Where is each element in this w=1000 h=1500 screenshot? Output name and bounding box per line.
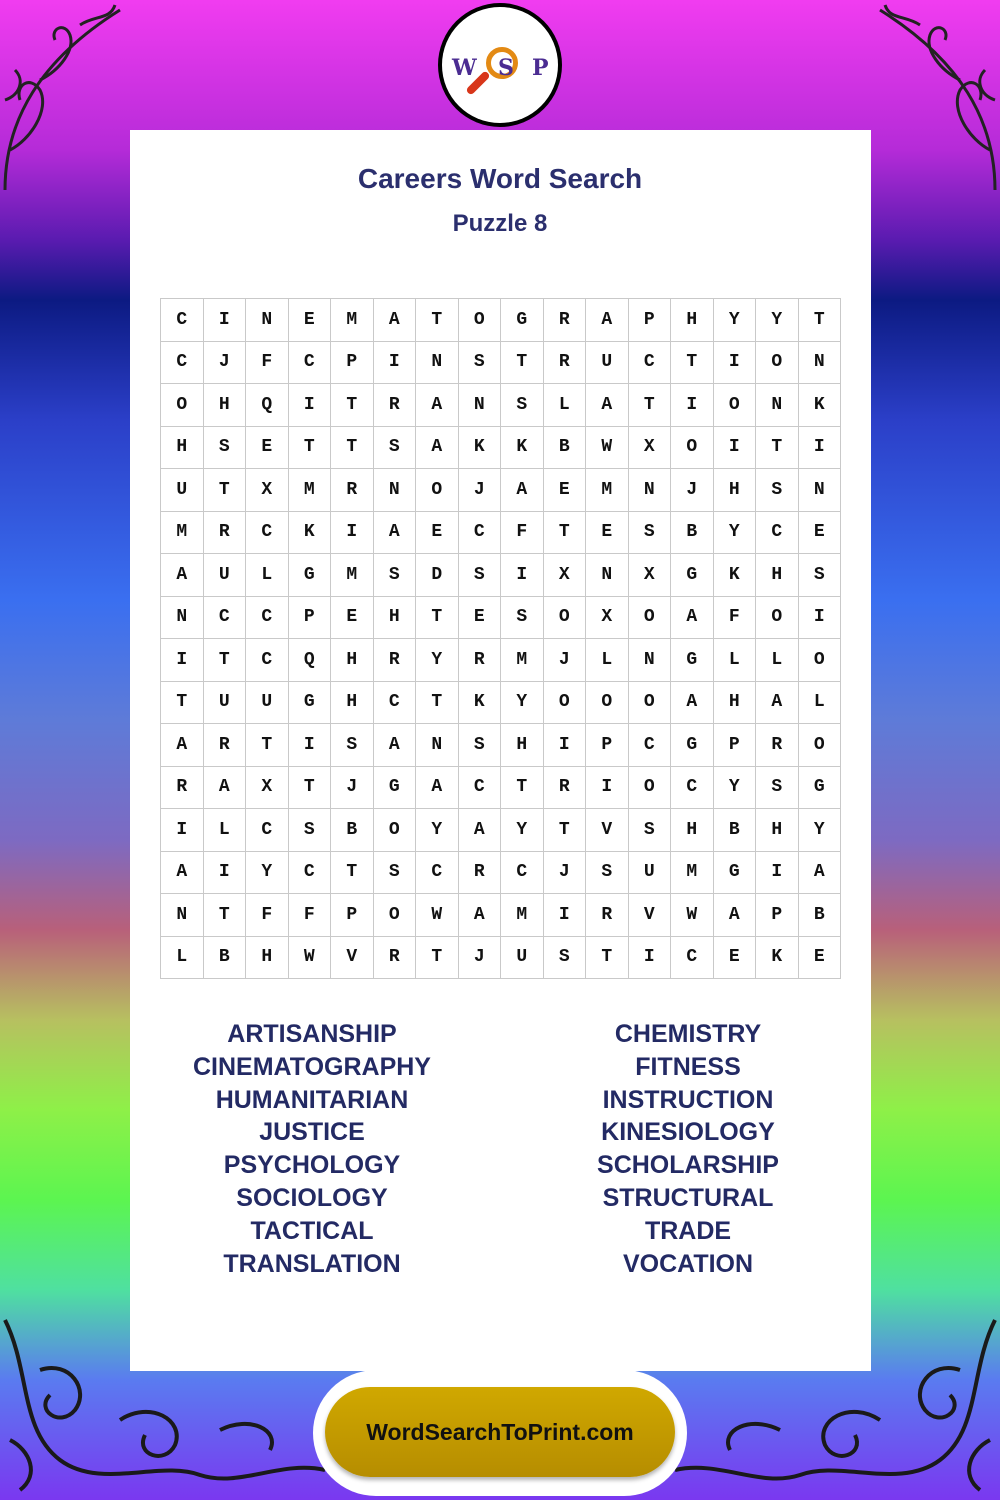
grid-cell: H <box>331 639 374 682</box>
letter-grid <box>160 298 841 979</box>
grid-cell: K <box>459 682 502 725</box>
grid-cell: A <box>416 384 459 427</box>
grid-cell: L <box>161 937 204 980</box>
grid-cell: C <box>756 512 799 555</box>
grid-cell: E <box>289 299 332 342</box>
grid-cell: I <box>544 894 587 937</box>
grid-cell: I <box>161 639 204 682</box>
grid-cell: G <box>671 639 714 682</box>
grid-cell: A <box>586 384 629 427</box>
grid-cell: F <box>289 894 332 937</box>
grid-cell: N <box>161 894 204 937</box>
grid-cell: J <box>544 852 587 895</box>
grid-cell: C <box>459 512 502 555</box>
grid-cell: V <box>629 894 672 937</box>
grid-cell: M <box>586 469 629 512</box>
grid-cell: A <box>374 299 417 342</box>
grid-cell: X <box>246 767 289 810</box>
grid-cell: Y <box>416 639 459 682</box>
grid-cell: T <box>331 384 374 427</box>
grid-cell: M <box>331 299 374 342</box>
grid-cell: S <box>756 469 799 512</box>
logo-letter-w: W <box>452 55 477 81</box>
word-list-item: HUMANITARIAN <box>215 1085 409 1114</box>
grid-cell: M <box>501 639 544 682</box>
grid-cell: G <box>799 767 842 810</box>
word-list-item: TACTICAL <box>250 1216 374 1245</box>
grid-cell: O <box>629 597 672 640</box>
grid-cell: A <box>459 894 502 937</box>
grid-cell: T <box>629 384 672 427</box>
grid-cell: R <box>374 937 417 980</box>
grid-cell: T <box>289 767 332 810</box>
grid-cell: Y <box>501 682 544 725</box>
grid-cell: T <box>501 342 544 385</box>
grid-cell: C <box>671 767 714 810</box>
grid-cell: I <box>544 724 587 767</box>
grid-cell: L <box>756 639 799 682</box>
word-list-item: JUSTICE <box>259 1118 365 1147</box>
grid-cell: T <box>501 767 544 810</box>
grid-cell: P <box>756 894 799 937</box>
grid-cell: E <box>544 469 587 512</box>
grid-cell: L <box>799 682 842 725</box>
grid-cell: W <box>586 427 629 470</box>
grid-cell: J <box>204 342 247 385</box>
grid-cell: A <box>459 809 502 852</box>
grid-cell: O <box>629 767 672 810</box>
grid-cell: T <box>331 852 374 895</box>
grid-cell: C <box>629 724 672 767</box>
word-list-item: CHEMISTRY <box>614 1020 762 1048</box>
grid-cell: H <box>756 809 799 852</box>
grid-cell: H <box>756 554 799 597</box>
grid-cell: X <box>629 427 672 470</box>
grid-cell: T <box>416 937 459 980</box>
grid-cell: M <box>671 852 714 895</box>
grid-cell: E <box>799 512 842 555</box>
grid-cell: G <box>289 554 332 597</box>
grid-cell: O <box>629 682 672 725</box>
grid-cell: R <box>204 724 247 767</box>
grid-cell: N <box>799 342 842 385</box>
grid-cell: T <box>544 512 587 555</box>
grid-cell: X <box>586 597 629 640</box>
grid-cell: I <box>629 937 672 980</box>
grid-cell: K <box>459 427 502 470</box>
grid-cell: T <box>161 682 204 725</box>
grid-cell: T <box>204 639 247 682</box>
grid-cell: Q <box>289 639 332 682</box>
grid-cell: H <box>161 427 204 470</box>
grid-cell: U <box>204 682 247 725</box>
grid-cell: I <box>374 342 417 385</box>
grid-cell: O <box>671 427 714 470</box>
grid-cell: P <box>331 342 374 385</box>
grid-cell: L <box>544 384 587 427</box>
grid-cell: Y <box>799 809 842 852</box>
grid-cell: S <box>629 809 672 852</box>
grid-cell: E <box>459 597 502 640</box>
grid-cell: X <box>629 554 672 597</box>
grid-cell: K <box>756 937 799 980</box>
grid-cell: G <box>501 299 544 342</box>
grid-cell: B <box>204 937 247 980</box>
grid-cell: S <box>459 342 502 385</box>
grid-cell: U <box>501 937 544 980</box>
grid-cell: O <box>374 894 417 937</box>
word-list-item: VOCATION <box>622 1249 754 1278</box>
grid-cell: C <box>246 809 289 852</box>
grid-cell: C <box>501 852 544 895</box>
grid-cell: N <box>756 384 799 427</box>
grid-cell: T <box>289 427 332 470</box>
grid-cell: I <box>671 384 714 427</box>
word-list-item: SOCIOLOGY <box>236 1183 388 1212</box>
word-list-item: SCHOLARSHIP <box>597 1151 779 1180</box>
grid-cell: E <box>586 512 629 555</box>
grid-cell: K <box>289 512 332 555</box>
grid-cell: N <box>161 597 204 640</box>
grid-cell: O <box>374 809 417 852</box>
grid-cell: I <box>289 384 332 427</box>
word-list-right <box>508 1018 868 1280</box>
grid-cell: O <box>756 342 799 385</box>
grid-cell: M <box>161 512 204 555</box>
site-link[interactable]: WordSearchToPrint.com <box>325 1387 675 1477</box>
grid-cell: C <box>671 937 714 980</box>
grid-cell: R <box>586 894 629 937</box>
grid-cell: U <box>204 554 247 597</box>
grid-cell: T <box>671 342 714 385</box>
grid-cell: S <box>501 384 544 427</box>
grid-cell: I <box>586 767 629 810</box>
grid-cell: R <box>544 342 587 385</box>
grid-cell: A <box>586 299 629 342</box>
grid-cell: U <box>586 342 629 385</box>
grid-cell: T <box>331 427 374 470</box>
logo-letter-s: S <box>498 55 514 81</box>
grid-cell: W <box>416 894 459 937</box>
grid-cell: N <box>629 639 672 682</box>
grid-cell: H <box>501 724 544 767</box>
grid-cell: A <box>161 724 204 767</box>
grid-cell: B <box>714 809 757 852</box>
grid-cell: O <box>161 384 204 427</box>
grid-cell: B <box>544 427 587 470</box>
grid-cell: L <box>204 809 247 852</box>
grid-cell: P <box>331 894 374 937</box>
grid-cell: S <box>586 852 629 895</box>
grid-cell: H <box>714 682 757 725</box>
grid-cell: H <box>374 597 417 640</box>
grid-cell: I <box>756 852 799 895</box>
grid-cell: U <box>246 682 289 725</box>
word-list-item: PSYCHOLOGY <box>223 1151 401 1180</box>
grid-cell: H <box>671 809 714 852</box>
grid-cell: H <box>671 299 714 342</box>
grid-cell: S <box>629 512 672 555</box>
grid-cell: J <box>331 767 374 810</box>
grid-cell: R <box>374 639 417 682</box>
grid-cell: I <box>501 554 544 597</box>
grid-cell: A <box>501 469 544 512</box>
word-list-item: CINEMATOGRAPHY <box>193 1052 431 1081</box>
grid-cell: A <box>799 852 842 895</box>
grid-cell: E <box>799 937 842 980</box>
grid-cell: A <box>714 894 757 937</box>
grid-cell: M <box>501 894 544 937</box>
grid-cell: T <box>799 299 842 342</box>
grid-cell: S <box>799 554 842 597</box>
grid-cell: I <box>204 852 247 895</box>
grid-cell: C <box>246 597 289 640</box>
grid-cell: K <box>799 384 842 427</box>
grid-cell: C <box>161 299 204 342</box>
grid-cell: A <box>671 682 714 725</box>
grid-cell: P <box>289 597 332 640</box>
grid-cell: O <box>756 597 799 640</box>
grid-cell: A <box>161 554 204 597</box>
grid-cell: N <box>246 299 289 342</box>
grid-cell: T <box>416 299 459 342</box>
grid-cell: G <box>671 554 714 597</box>
grid-cell: F <box>246 894 289 937</box>
grid-cell: O <box>416 469 459 512</box>
grid-cell: B <box>799 894 842 937</box>
word-list-item: TRADE <box>644 1216 732 1245</box>
grid-cell: C <box>246 639 289 682</box>
grid-cell: C <box>204 597 247 640</box>
grid-cell: Y <box>714 299 757 342</box>
grid-cell: P <box>629 299 672 342</box>
grid-cell: G <box>289 682 332 725</box>
grid-cell: B <box>331 809 374 852</box>
grid-cell: A <box>161 852 204 895</box>
grid-cell: S <box>374 554 417 597</box>
grid-cell: A <box>374 724 417 767</box>
grid-cell: R <box>756 724 799 767</box>
grid-cell: I <box>161 809 204 852</box>
grid-cell: M <box>331 554 374 597</box>
grid-cell: S <box>289 809 332 852</box>
grid-cell: C <box>374 682 417 725</box>
grid-cell: R <box>161 767 204 810</box>
grid-cell: O <box>799 724 842 767</box>
grid-cell: G <box>671 724 714 767</box>
grid-cell: Y <box>756 299 799 342</box>
grid-cell: A <box>756 682 799 725</box>
grid-cell: S <box>544 937 587 980</box>
grid-cell: U <box>161 469 204 512</box>
grid-cell: N <box>799 469 842 512</box>
grid-cell: A <box>374 512 417 555</box>
word-list-item: FITNESS <box>635 1052 741 1081</box>
grid-cell: O <box>586 682 629 725</box>
grid-cell: Y <box>501 809 544 852</box>
grid-cell: S <box>756 767 799 810</box>
grid-cell: S <box>374 852 417 895</box>
grid-cell: C <box>629 342 672 385</box>
grid-cell: H <box>331 682 374 725</box>
grid-cell: N <box>586 554 629 597</box>
page-title: Careers Word Search <box>357 163 643 194</box>
grid-cell: L <box>714 639 757 682</box>
grid-cell: S <box>204 427 247 470</box>
grid-cell: N <box>374 469 417 512</box>
grid-cell: R <box>459 639 502 682</box>
grid-cell: T <box>586 937 629 980</box>
grid-cell: N <box>459 384 502 427</box>
grid-cell: T <box>246 724 289 767</box>
grid-cell: Y <box>714 767 757 810</box>
grid-cell: C <box>289 852 332 895</box>
grid-cell: I <box>289 724 332 767</box>
grid-cell: Q <box>246 384 289 427</box>
grid-cell: L <box>586 639 629 682</box>
grid-cell: O <box>544 597 587 640</box>
grid-cell: H <box>714 469 757 512</box>
grid-cell: U <box>629 852 672 895</box>
grid-cell: P <box>714 724 757 767</box>
grid-cell: V <box>331 937 374 980</box>
grid-cell: K <box>501 427 544 470</box>
grid-cell: L <box>246 554 289 597</box>
grid-cell: T <box>756 427 799 470</box>
grid-cell: O <box>714 384 757 427</box>
grid-cell: G <box>374 767 417 810</box>
grid-cell: S <box>331 724 374 767</box>
grid-cell: R <box>544 299 587 342</box>
grid-cell: G <box>714 852 757 895</box>
grid-cell: N <box>416 724 459 767</box>
grid-cell: K <box>714 554 757 597</box>
grid-cell: C <box>459 767 502 810</box>
grid-cell: I <box>799 597 842 640</box>
grid-cell: J <box>459 469 502 512</box>
grid-cell: W <box>671 894 714 937</box>
grid-cell: M <box>289 469 332 512</box>
grid-cell: F <box>246 342 289 385</box>
grid-cell: C <box>246 512 289 555</box>
grid-cell: V <box>586 809 629 852</box>
grid-cell: E <box>714 937 757 980</box>
grid-cell: I <box>714 342 757 385</box>
grid-cell: T <box>204 469 247 512</box>
grid-cell: S <box>501 597 544 640</box>
grid-cell: O <box>799 639 842 682</box>
word-list-item: STRUCTURAL <box>602 1183 774 1212</box>
grid-cell: J <box>459 937 502 980</box>
grid-cell: N <box>416 342 459 385</box>
grid-cell: J <box>671 469 714 512</box>
grid-cell: W <box>289 937 332 980</box>
grid-cell: N <box>629 469 672 512</box>
grid-cell: O <box>544 682 587 725</box>
grid-cell: D <box>416 554 459 597</box>
grid-cell: R <box>374 384 417 427</box>
grid-cell: R <box>544 767 587 810</box>
word-list-item: TRANSLATION <box>223 1249 401 1278</box>
grid-cell: J <box>544 639 587 682</box>
word-list-left <box>132 1018 492 1280</box>
grid-cell: E <box>246 427 289 470</box>
grid-cell: S <box>459 724 502 767</box>
grid-cell: T <box>416 597 459 640</box>
grid-cell: T <box>204 894 247 937</box>
grid-cell: R <box>204 512 247 555</box>
puzzle-subtitle: Puzzle 8 <box>452 210 548 237</box>
grid-cell: I <box>331 512 374 555</box>
grid-cell: F <box>501 512 544 555</box>
grid-cell: C <box>416 852 459 895</box>
grid-cell: Y <box>714 512 757 555</box>
grid-cell: A <box>416 427 459 470</box>
logo-letter-p: P <box>532 55 549 81</box>
grid-cell: I <box>799 427 842 470</box>
grid-cell: T <box>416 682 459 725</box>
word-list-item: INSTRUCTION <box>602 1085 774 1114</box>
grid-cell: I <box>204 299 247 342</box>
grid-cell: Y <box>246 852 289 895</box>
grid-cell: X <box>544 554 587 597</box>
grid-cell: A <box>204 767 247 810</box>
grid-cell: E <box>416 512 459 555</box>
grid-cell: S <box>374 427 417 470</box>
grid-cell: O <box>459 299 502 342</box>
grid-cell: A <box>671 597 714 640</box>
grid-cell: P <box>586 724 629 767</box>
word-list-item: KINESIOLOGY <box>601 1118 775 1147</box>
word-list-item: ARTISANSHIP <box>227 1020 397 1048</box>
grid-cell: I <box>714 427 757 470</box>
grid-cell: E <box>331 597 374 640</box>
grid-cell: C <box>161 342 204 385</box>
grid-cell: C <box>289 342 332 385</box>
grid-cell: A <box>416 767 459 810</box>
site-logo <box>438 3 562 127</box>
grid-cell: B <box>671 512 714 555</box>
grid-cell: R <box>331 469 374 512</box>
grid-cell: T <box>544 809 587 852</box>
grid-cell: H <box>204 384 247 427</box>
grid-cell: Y <box>416 809 459 852</box>
grid-cell: X <box>246 469 289 512</box>
grid-cell: R <box>459 852 502 895</box>
grid-cell: S <box>459 554 502 597</box>
grid-cell: F <box>714 597 757 640</box>
grid-cell: H <box>246 937 289 980</box>
